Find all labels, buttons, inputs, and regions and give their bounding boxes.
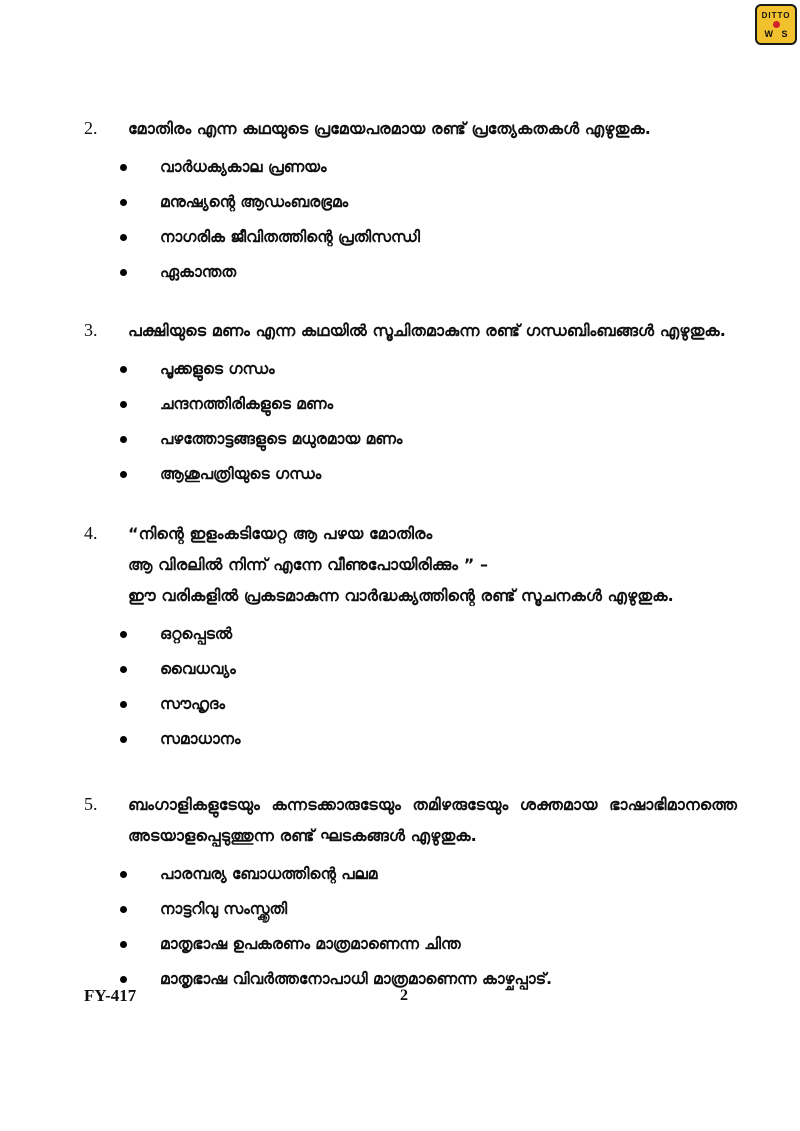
question-4 (84, 518, 737, 751)
bullet-icon (120, 234, 127, 241)
bullet-icon (120, 736, 127, 743)
bullet-icon (120, 269, 127, 276)
options-list (128, 622, 737, 751)
list-item (128, 260, 737, 284)
list-item (128, 357, 737, 381)
option-label: പഴത്തോട്ടങ്ങളുടെ മധുരമായ മണം (160, 430, 403, 448)
logo-text-bottom: W S (764, 28, 791, 39)
bullet-icon (120, 666, 127, 673)
option-label: നാട്ടറിവു സംസ്ക്കൃതി (160, 900, 288, 918)
bullet-icon (120, 366, 127, 373)
option-label: സമാധാനം (160, 730, 241, 748)
question-5 (84, 789, 737, 991)
list-item (128, 225, 737, 249)
option-label: നാഗരിക ജീവിതത്തിന്റെ പ്രതിസന്ധി (160, 228, 421, 246)
list-item (128, 897, 737, 921)
question-3 (84, 315, 737, 486)
question-text: പക്ഷിയുടെ മണം എന്ന കഥയിൽ സൂചിതമാകുന്ന രണ്ട് ഗന്ധബിംബങ്ങൾ എഴുതുക. (128, 321, 726, 340)
option-label: പൂക്കളുടെ ഗന്ധം (160, 360, 275, 378)
list-item (128, 727, 737, 751)
bullet-icon (120, 941, 127, 948)
bullet-icon (120, 906, 127, 913)
bullet-icon (120, 164, 127, 171)
quote-line: ആ വിരലിൽ നിന്ന് എന്നേ വീണുപോയിരിക്കും ” – (128, 555, 489, 574)
question-2 (84, 113, 737, 284)
list-item (128, 622, 737, 646)
option-label: മാതൃഭാഷ ഉപകരണം മാത്രമാണെന്ന ചിന്ത (160, 935, 461, 953)
option-label: സൗഹൃദം (160, 695, 225, 713)
page-footer (84, 986, 737, 1008)
bullet-icon (120, 436, 127, 443)
question-text: അടയാളപ്പെടുത്തുന്ന രണ്ട് ഘടകങ്ങൾ എഴുതുക. (128, 826, 477, 845)
question-number: 2. (84, 118, 98, 138)
bullet-icon (120, 401, 127, 408)
question-number: 5. (84, 794, 98, 814)
logo-dot-icon (773, 21, 780, 28)
bullet-icon (120, 976, 127, 983)
option-label: മനുഷ്യന്റെ ആഡംബരഭ്രമം (160, 193, 349, 211)
list-item (128, 392, 737, 416)
list-item (128, 692, 737, 716)
question-text: ബംഗാളികളുടേയും കന്നടക്കാരുടേയും തമിഴരുടേയും ശക്തമായ ഭാഷാഭിമാനത്തെ (128, 795, 737, 814)
bullet-icon (120, 199, 127, 206)
logo-text-top: DITTO (761, 10, 791, 20)
paper-code: FY-417 (84, 986, 137, 1005)
bullet-icon (120, 701, 127, 708)
option-label: ആശുപത്രിയുടെ ഗന്ധം (160, 465, 322, 483)
options-list (128, 357, 737, 486)
bullet-icon (120, 471, 127, 478)
question-text: ഈ വരികളിൽ പ്രകടമാകുന്ന വാർദ്ധക്യത്തിന്റെ രണ്ട് സൂചനകൾ എഴുതുക. (128, 586, 674, 605)
list-item (128, 462, 737, 486)
ditto-watermark-logo (755, 4, 797, 45)
question-number: 3. (84, 320, 98, 340)
question-text: മോതിരം എന്ന കഥയുടെ പ്രമേയപരമായ രണ്ട് പ്രത്യേകതകൾ എഴുതുക. (128, 119, 651, 138)
option-label: ഒറ്റപ്പെടൽ (160, 625, 233, 643)
question-number: 4. (84, 523, 98, 543)
option-label: ഏകാന്തത (160, 263, 237, 281)
list-item (128, 190, 737, 214)
quote-line: “നിന്റെ ഇളംകടിയേറ്റ ആ പഴയ മോതിരം (128, 524, 433, 543)
question-list (84, 113, 737, 991)
list-item (128, 932, 737, 956)
list-item (128, 155, 737, 179)
options-list (128, 155, 737, 284)
bullet-icon (120, 631, 127, 638)
list-item (128, 657, 737, 681)
option-label: വൈധവ്യം (160, 660, 236, 678)
option-label: വാർധക്യകാല പ്രണയം (160, 158, 327, 176)
option-label: പാരമ്പര്യ ബോധത്തിന്റെ പലമ (160, 865, 378, 883)
option-label: ചന്ദനത്തിരികളുടെ മണം (160, 395, 334, 413)
page-number: 2 (400, 987, 408, 1004)
option-label: മാതൃഭാഷ വിവർത്തനോപാധി മാത്രമാണെന്ന കാഴ്ചപ്പാട്. (160, 970, 553, 988)
options-list (128, 862, 737, 991)
bullet-icon (120, 871, 127, 878)
list-item (128, 427, 737, 451)
list-item (128, 862, 737, 886)
